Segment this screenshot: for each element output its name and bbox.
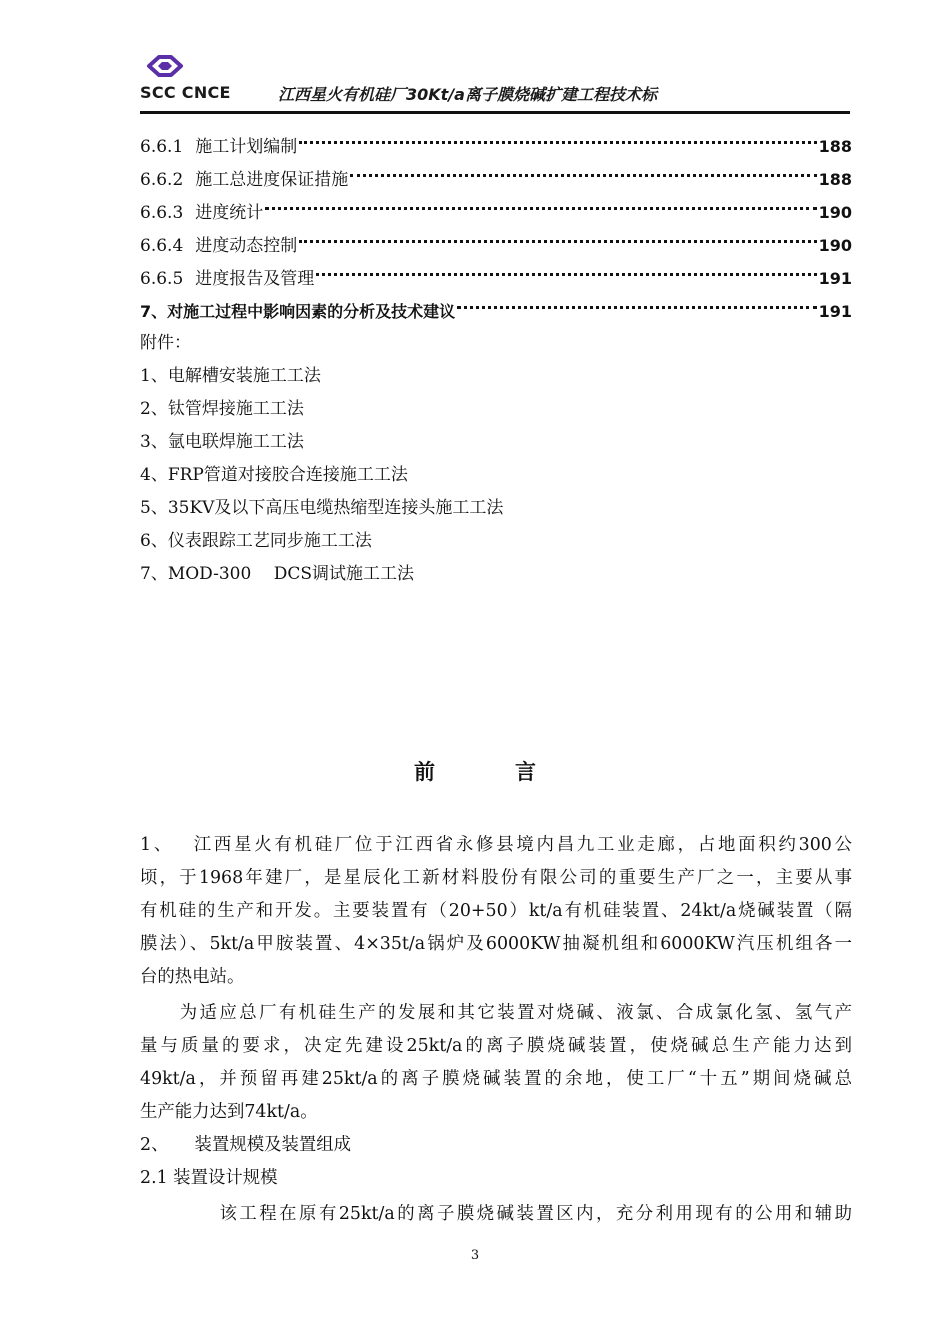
toc-entry-number: 6.6.2 <box>140 170 184 190</box>
preface-body <box>140 829 852 1231</box>
subsection-heading: 2.1 装置设计规模 <box>140 1168 278 1188</box>
toc-entry-title: 进度报告及管理 <box>195 269 315 289</box>
toc-entry-page: 188 <box>818 137 852 156</box>
toc-leader-dots <box>457 306 816 309</box>
section-heading: 2、 装置规模及装置组成 <box>140 1135 352 1155</box>
preface-heading-char: 言 <box>515 760 616 784</box>
toc-entry-page: 188 <box>818 170 852 189</box>
toc-entry-number: 6.6.3 <box>140 203 184 223</box>
header-divider <box>140 111 850 114</box>
toc-entry-chapter[interactable] <box>140 295 852 328</box>
preface-heading <box>0 756 950 786</box>
preface-paragraph-3 <box>140 1198 852 1231</box>
text-line: 有机硅的生产和开发。主要装置有（20+50）kt/a有机硅装置、24kt/a烧碱装置（隔 <box>140 901 852 921</box>
text-line: 量与质量的要求，决定先建设25kt/a的离子膜烧碱装置，使烧碱总生产能力达到 <box>140 1036 852 1056</box>
toc-entry-title: 施工计划编制 <box>195 137 298 157</box>
toc-entry-number: 6.6.1 <box>140 137 184 157</box>
appendix-item: 5、35KV及以下高压电缆热缩型连接头施工工法 <box>140 498 504 518</box>
toc-entry-title: 进度动态控制 <box>195 236 298 256</box>
appendix-item: 1、电解槽安装施工工法 <box>140 366 321 386</box>
page-header <box>0 0 950 128</box>
text-line: 台的热电站。 <box>140 967 245 987</box>
appendix-item: 2、钛管焊接施工工法 <box>140 399 304 419</box>
text-line: 1、 江西星火有机硅厂位于江西省永修县境内昌九工业走廊，占地面积约300公 <box>140 835 852 855</box>
table-of-contents <box>140 130 852 328</box>
appendix-heading: 附件： <box>140 333 191 353</box>
text-line: 膜法）、5kt/a甲胺装置、4×35t/a锅炉及6000KW抽凝机组和6000KW汽压机组各一 <box>140 934 852 954</box>
toc-entry[interactable] <box>140 130 852 163</box>
toc-entry-page: 190 <box>818 203 852 222</box>
toc-entry-page: 191 <box>818 269 852 288</box>
appendix-list <box>140 327 852 591</box>
preface-paragraph-1 <box>140 829 852 994</box>
toc-entry-number: 6.6.5 <box>140 269 184 289</box>
preface-heading-char: 前 <box>414 760 515 784</box>
toc-leader-dots <box>316 273 816 276</box>
document-title: 江西星火有机硅厂30Kt/a离子膜烧碱扩建工程技术标 <box>278 85 657 104</box>
text-line: 该工程在原有25kt/a的离子膜烧碱装置区内，充分利用现有的公用和辅助 <box>140 1204 852 1224</box>
toc-entry[interactable] <box>140 196 852 229</box>
text-line: 顷，于1968年建厂，是星辰化工新材料股份有限公司的重要生产厂之一，主要从事 <box>140 868 852 888</box>
company-logo-icon <box>145 54 185 78</box>
company-logo-text: SCC CNCE <box>140 83 231 102</box>
toc-entry-title: 进度统计 <box>195 203 264 223</box>
toc-entry-page: 191 <box>818 302 852 321</box>
toc-entry-page: 190 <box>818 236 852 255</box>
appendix-item: 3、氩电联焊施工工法 <box>140 432 304 452</box>
appendix-item: 7、MOD-300 DCS调试施工工法 <box>140 564 414 584</box>
appendix-item: 6、仪表跟踪工艺同步施工工法 <box>140 531 372 551</box>
toc-entry-title: 施工总进度保证措施 <box>195 170 349 190</box>
toc-entry-number: 6.6.4 <box>140 236 184 256</box>
text-line: 生产能力达到74kt/a。 <box>140 1102 318 1122</box>
toc-leader-dots <box>299 240 816 243</box>
toc-leader-dots <box>299 141 816 144</box>
toc-leader-dots <box>265 207 816 210</box>
toc-entry[interactable] <box>140 262 852 295</box>
toc-entry-title: 7、对施工过程中影响因素的分析及技术建议 <box>140 302 456 321</box>
toc-leader-dots <box>350 174 816 177</box>
text-line: 49kt/a，并预留再建25kt/a的离子膜烧碱装置的余地，使工厂“十五”期间烧碱总 <box>140 1069 852 1089</box>
text-line: 为适应总厂有机硅生产的发展和其它装置对烧碱、液氯、合成氯化氢、氢气产 <box>140 1003 852 1023</box>
preface-paragraph-2 <box>140 997 852 1129</box>
toc-entry[interactable] <box>140 229 852 262</box>
toc-entry[interactable] <box>140 163 852 196</box>
appendix-item: 4、FRP管道对接胶合连接施工工法 <box>140 465 408 485</box>
page-number: 3 <box>470 1248 480 1263</box>
